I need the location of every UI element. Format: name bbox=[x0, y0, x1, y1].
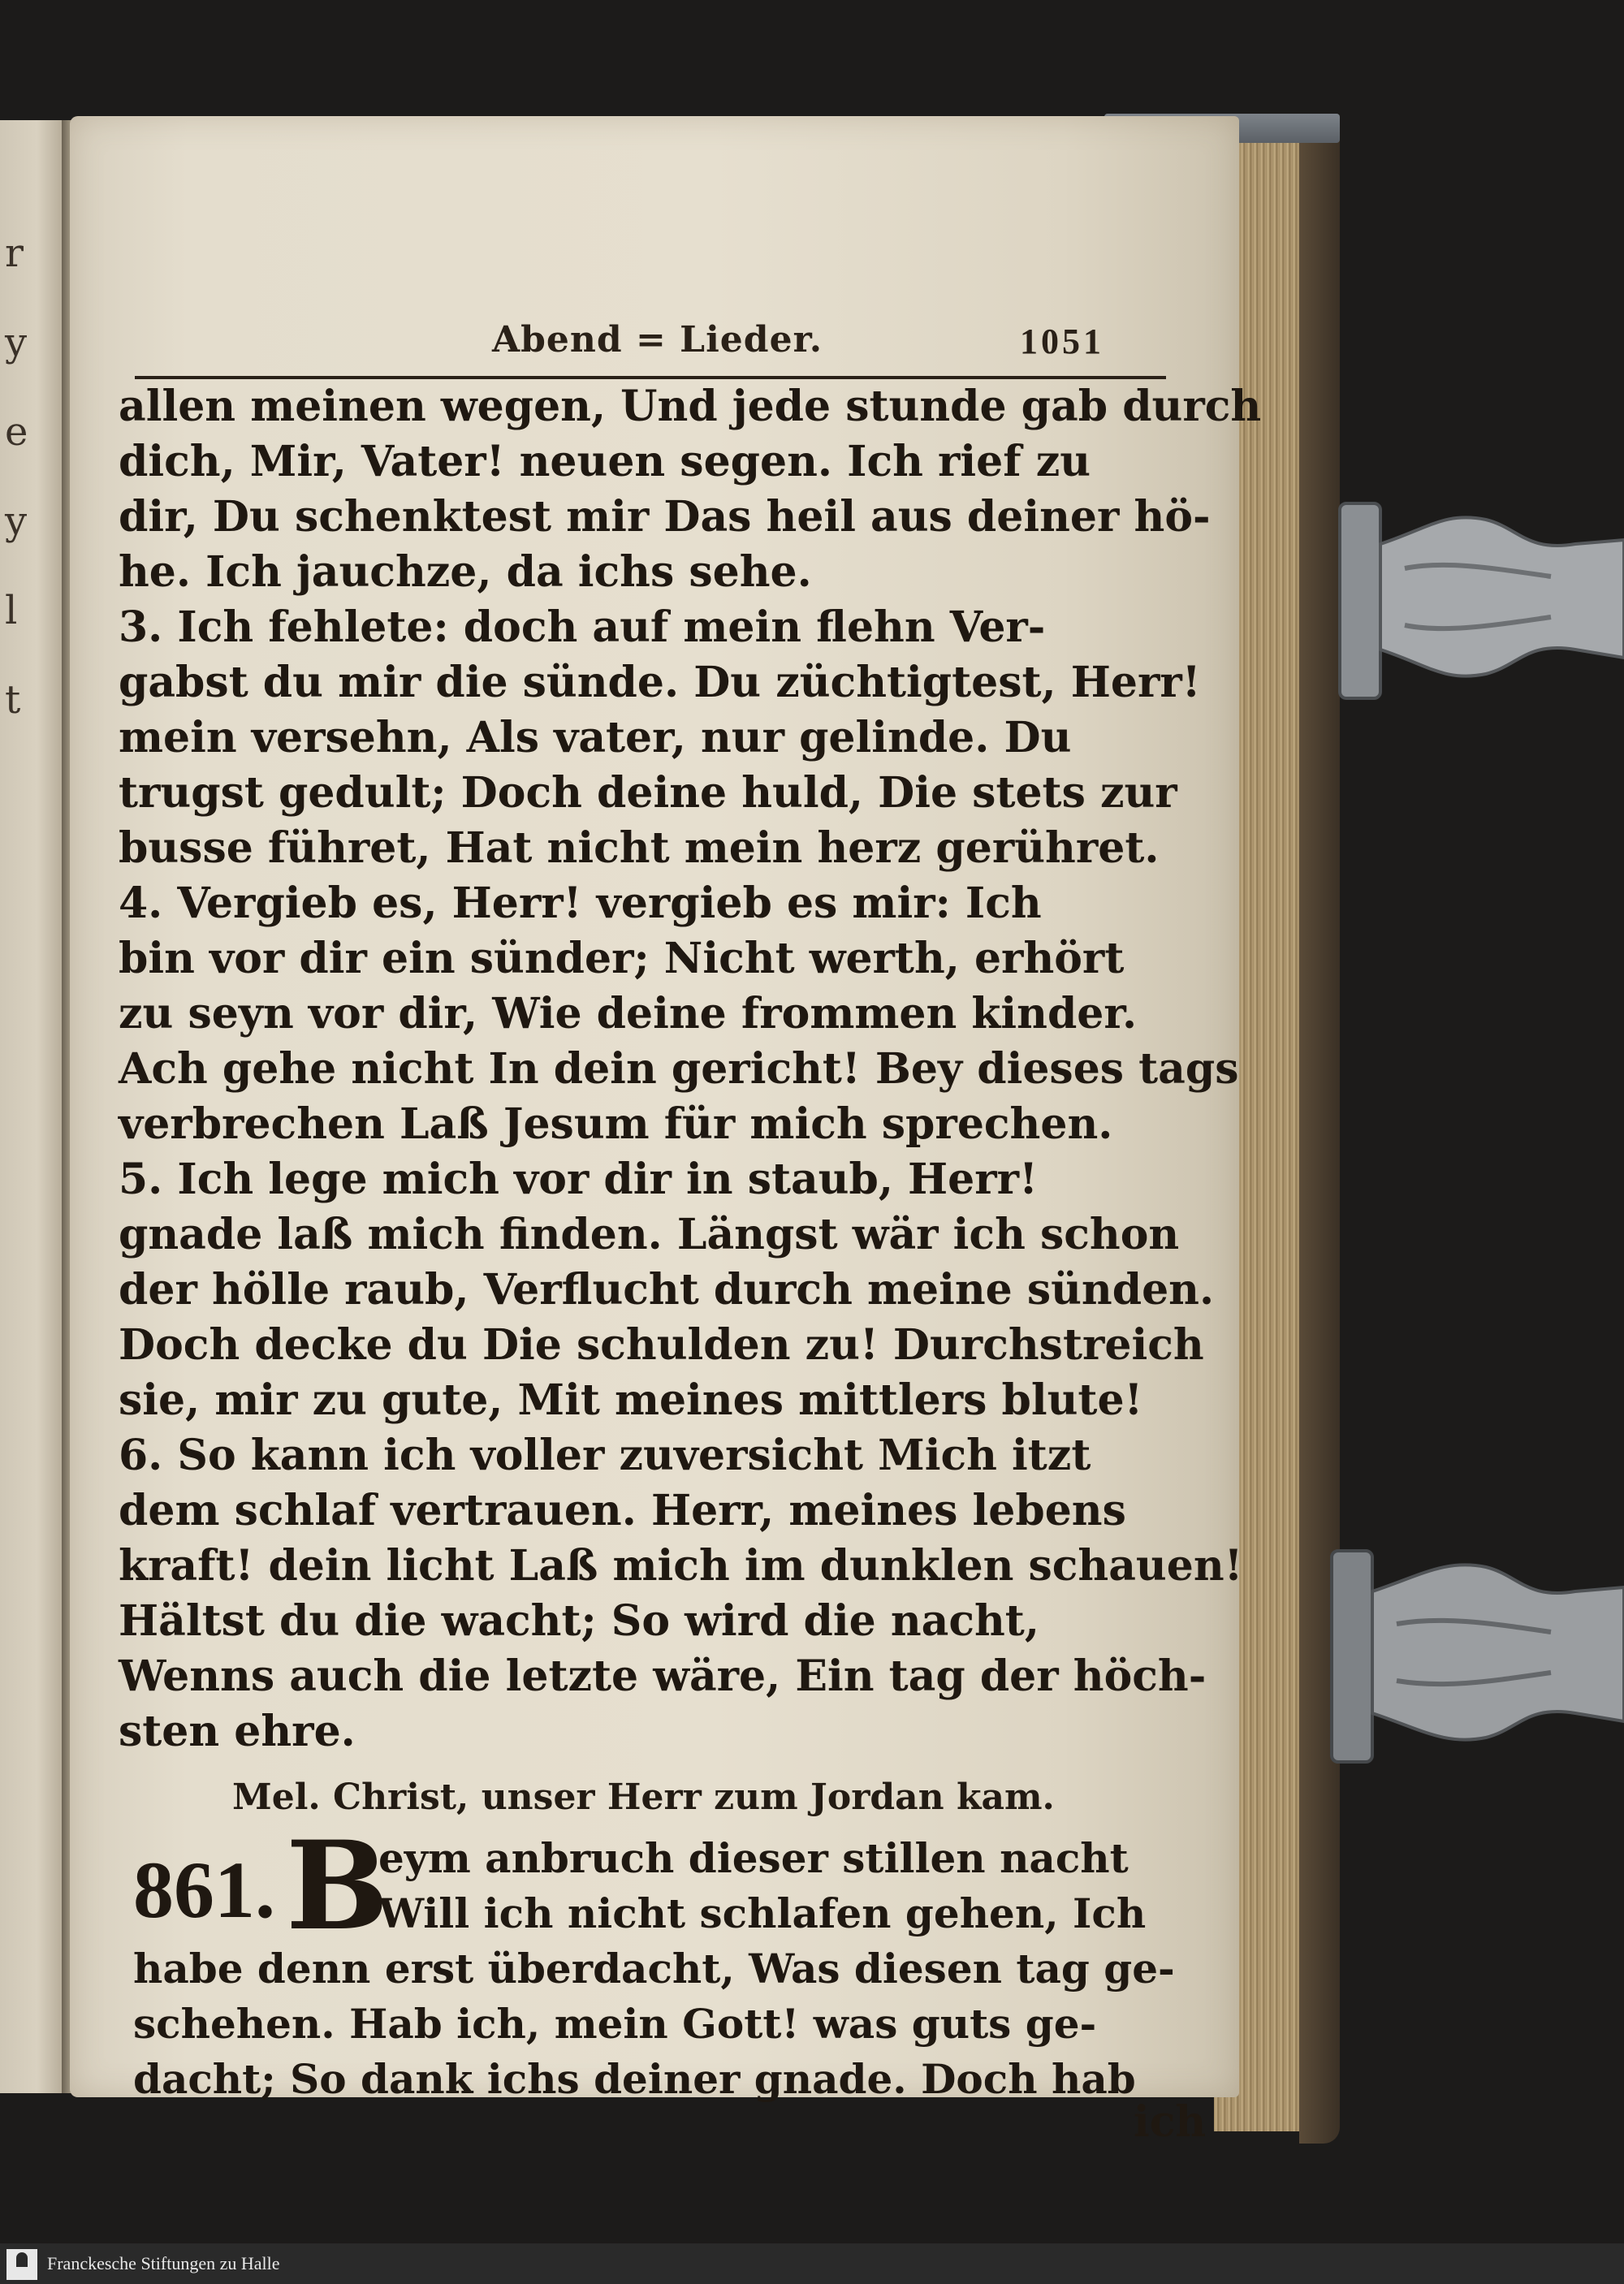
text-line: der hölle raub, Verflucht durch meine sünden. bbox=[119, 1265, 1215, 1315]
text-line: Wenns auch die letzte wäre, Ein tag der höch- bbox=[119, 1651, 1207, 1701]
text-line: 4. Vergieb es, Herr! vergieb es mir: Ich bbox=[119, 879, 1042, 928]
text-line: dem schlaf vertrauen. Herr, meines lebens bbox=[119, 1486, 1126, 1535]
drop-capital: B bbox=[286, 1815, 389, 1958]
catchword: ich bbox=[1134, 2097, 1207, 2147]
text-line: gabst du mir die sünde. Du züchtigtest, Herr! bbox=[119, 658, 1201, 707]
text-line: kraft! dein licht Laß mich im dunklen schauen! bbox=[119, 1541, 1243, 1591]
text-line: verbrechen Laß Jesum für mich sprechen. bbox=[119, 1099, 1113, 1149]
left-page-letter: l bbox=[5, 588, 18, 633]
page-number: 1051 bbox=[1020, 322, 1104, 361]
text-line: sten ehre. bbox=[119, 1707, 356, 1756]
text-line: sie, mir zu gute, Mit meines mittlers blute! bbox=[119, 1375, 1143, 1425]
text-line: trugst gedult; Doch deine huld, Die stets zur bbox=[119, 768, 1177, 818]
text-line: he. Ich jauchze, da ichs sehe. bbox=[119, 547, 812, 597]
text-line: Ach gehe nicht In dein gericht! Bey dieses tags bbox=[119, 1044, 1239, 1094]
text-line: Hältst du die wacht; So wird die nacht, bbox=[119, 1596, 1039, 1646]
text-line: bin vor dir ein sünder; Nicht werth, erhört bbox=[119, 934, 1125, 983]
institution-logo-icon bbox=[6, 2249, 37, 2280]
header-rule bbox=[135, 376, 1166, 379]
left-page-letter: t bbox=[5, 677, 21, 723]
running-title: Abend = Lieder. bbox=[492, 319, 823, 361]
left-page-letter: y bbox=[5, 320, 28, 365]
book-clasp-upper bbox=[1307, 495, 1624, 706]
institution-name: Franckesche Stiftungen zu Halle bbox=[47, 2253, 280, 2273]
text-line: zu seyn vor dir, Wie deine frommen kinder. bbox=[119, 989, 1138, 1038]
hymn-line: dacht; So dank ichs deiner gnade. Doch hab bbox=[133, 2055, 1136, 2103]
hymn-line: Will ich nicht schlafen gehen, Ich bbox=[378, 1889, 1147, 1937]
book-page bbox=[70, 116, 1262, 2147]
text-line: Doch decke du Die schulden zu! Durchstreich bbox=[119, 1320, 1204, 1370]
text-line: dir, Du schenktest mir Das heil aus deiner hö- bbox=[119, 492, 1211, 542]
left-page-letter: y bbox=[5, 499, 28, 544]
hymn-number: 861. bbox=[133, 1845, 275, 1935]
hymn-line: eym anbruch dieser stillen nacht bbox=[378, 1834, 1129, 1882]
text-line: mein versehn, Als vater, nur gelinde. Du bbox=[119, 713, 1072, 762]
text-line: 3. Ich fehlete: doch auf mein flehn Ver- bbox=[119, 602, 1046, 652]
hymn-line: habe denn erst überdacht, Was diesen tag ge- bbox=[133, 1945, 1175, 1993]
running-head bbox=[70, 319, 1239, 368]
left-page-letter: r bbox=[5, 231, 24, 276]
hymn-line: schehen. Hab ich, mein Gott! was guts ge- bbox=[133, 2000, 1097, 2048]
text-line: 6. So kann ich voller zuversicht Mich itzt bbox=[119, 1431, 1091, 1480]
book-cover-edge bbox=[1299, 114, 1340, 2144]
left-page-margin-letters bbox=[5, 231, 37, 770]
book-clasp-lower bbox=[1307, 1543, 1624, 1770]
text-line: dich, Mir, Vater! neuen segen. Ich rief zu bbox=[119, 437, 1091, 486]
text-line: gnade laß mich finden. Längst wär ich schon bbox=[119, 1210, 1180, 1259]
left-page-letter: e bbox=[5, 409, 28, 455]
text-line: 5. Ich lege mich vor dir in staub, Herr! bbox=[119, 1155, 1038, 1204]
melody-indication: Mel. Christ, unser Herr zum Jordan kam. bbox=[232, 1777, 1055, 1818]
text-line: busse führet, Hat nicht mein herz gerühret. bbox=[119, 823, 1160, 873]
text-line: allen meinen wegen, Und jede stunde gab durch bbox=[119, 382, 1262, 431]
facing-left-page bbox=[0, 120, 63, 2093]
